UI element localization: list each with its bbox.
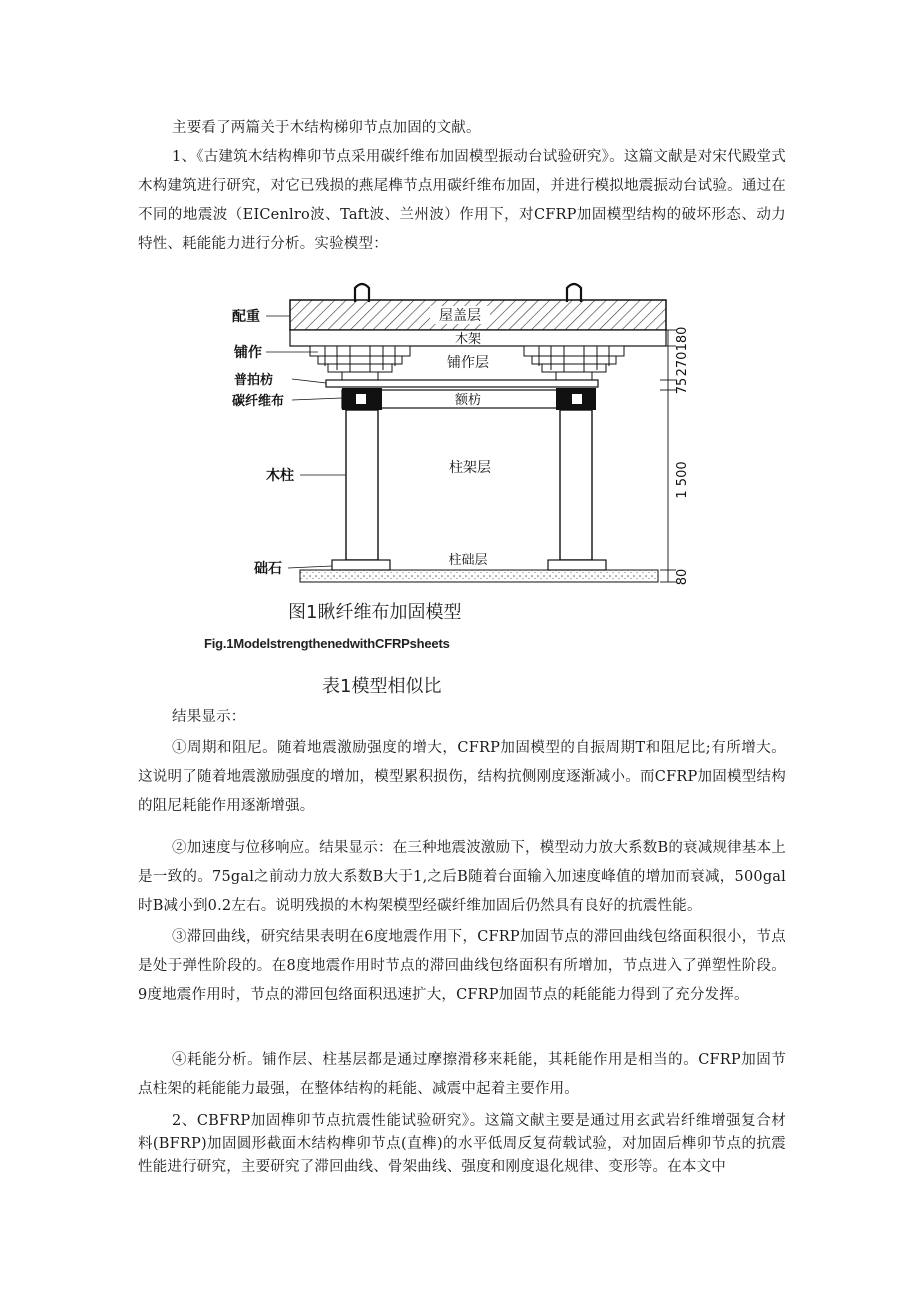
label-cfrp: 碳纤维布 xyxy=(232,394,285,409)
label-plinth: 础石 xyxy=(254,561,282,577)
dim-1500: 1 500 xyxy=(675,461,690,499)
label-plinth-layer: 柱础层 xyxy=(448,553,488,568)
paper2-paragraph: 2、CBFRP加固榫卯节点抗震性能试验研究》。这篇文献主要是通过用玄武岩纤维增强复合材料(BFRP)加固圆形截面木结构榫卯节点(直榫)的水平低周反复荷载试验，对加固后榫卯节点的抗震性能进行研究，主要研究了滞回曲线、骨架曲线、强度和刚度退化规律、变形等。在本文中 xyxy=(138,1113,786,1175)
result-item: ②加速度与位移响应。结果显示：在三种地震波激励下，模型动力放大系数B的衰减规律基本上是一致的。75gal之前动力放大系数B大于1,之后B随着台面输入加速度峰值的增加而衰减，500gal时B减小到0.2左右。说明残损的木构架模型经碳纤维加固后仍然具有良好的抗震性能。 xyxy=(138,840,786,914)
label-timber-frame: 木架 xyxy=(454,332,482,347)
dim-180: 180 xyxy=(675,326,690,352)
model-diagram xyxy=(230,280,690,592)
dim-80: 80 xyxy=(675,568,690,586)
plinth-left xyxy=(332,560,390,570)
label-counterweight: 配重 xyxy=(232,309,260,325)
plinth-right xyxy=(548,560,606,570)
table-title: 表1模型相似比 xyxy=(322,676,442,697)
label-wood-column: 木柱 xyxy=(266,468,294,484)
column-right xyxy=(560,410,592,560)
results-label: 结果显示： xyxy=(172,709,246,725)
label-puzuo-layer: 铺作层 xyxy=(447,355,489,371)
intro-paragraph: 主要看了两篇关于木结构梯卯节点加固的文献。 xyxy=(172,120,481,136)
result-item: ①周期和阻尼。随着地震激励强度的增大，CFRP加固模型的自振周期T和阻尼比;有所增大。这说明了随着地震激励强度的增加，模型累积损伤，结构抗侧刚度逐渐减小。而CFRP加固模型结构的阻尼耗能作用逐渐增强。 xyxy=(138,740,786,814)
result-item: ③滞回曲线，研究结果表明在6度地震作用下，CFRP加固节点的滞回曲线包络面积很小，节点是处于弹性阶段的。在8度地震作用时节点的滞回曲线包络面积有所增加，节点进入了弹塑性阶段。9度地震作用时，节点的滞回包络面积迅速扩大，CFRP加固节点的耗能能力得到了充分发挥。 xyxy=(138,929,786,1003)
column-left xyxy=(346,410,378,560)
dimension-line xyxy=(660,330,676,582)
figure-caption-en: Fig.1ModelstrengthenedwithCFRPsheets xyxy=(204,636,450,651)
bracket-set-left xyxy=(310,346,410,380)
figure-caption-cn: 图1瞅纤维布加固模型 xyxy=(288,602,462,623)
label-column-layer: 柱架层 xyxy=(449,460,491,476)
label-pupaifang: 普拍枋 xyxy=(234,373,274,388)
paper1-paragraph: 1、《古建筑木结构榫卯节点采用碳纤维布加固模型振动台试验研究》。这篇文献是对宋代殿堂式木构建筑进行研究，对它已残损的燕尾榫节点用碳纤维布加固，并进行模拟地震振动台试验。通过在不同的地震波（EICenlro波、Taft波、兰州波）作用下，对CFRP加固模型结构的破坏形态、动力特性、耗能能力进行分析。实验模型： xyxy=(138,149,786,252)
bracket-set-right xyxy=(524,346,624,380)
dim-270: 270 xyxy=(675,351,690,377)
dim-75: 75 xyxy=(675,377,690,395)
label-efang: 额枋 xyxy=(454,393,482,408)
label-roof-layer: 屋盖层 xyxy=(439,308,481,324)
ground-base xyxy=(300,570,658,582)
result-item: ④耗能分析。铺作层、柱基层都是通过摩擦滑移来耗能，其耗能作用是相当的。CFRP加固节点柱架的耗能能力最强，在整体结构的耗能、减震中起着主要作用。 xyxy=(138,1052,786,1097)
pupaifang-beam xyxy=(326,380,598,387)
label-puzuo: 铺作 xyxy=(234,345,262,361)
